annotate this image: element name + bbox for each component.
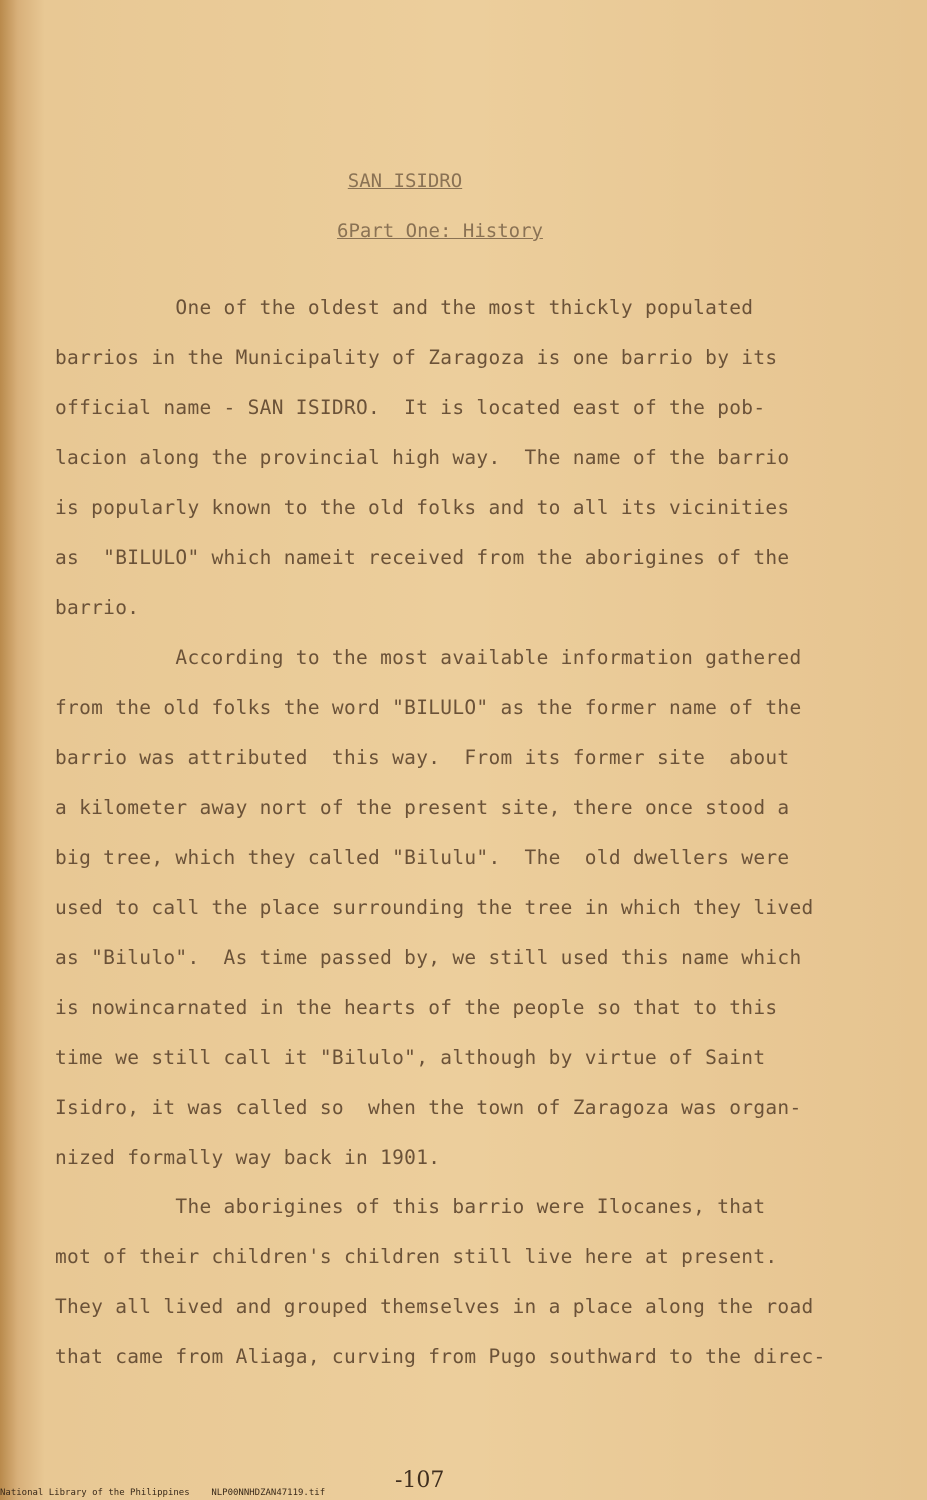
body-line: from the old folks the word "BILULO" as the former name of the bbox=[55, 696, 802, 719]
body-line: They all lived and grouped themselves in a place along the road bbox=[55, 1295, 814, 1318]
body-line: According to the most available information gathered bbox=[55, 646, 802, 669]
source-footer: National Library of the Philippines NLP00NNHDZAN47119.tif bbox=[0, 1488, 326, 1498]
body-line: used to call the place surrounding the tree in which they lived bbox=[55, 896, 814, 919]
body-line: Isidro, it was called so when the town of Zaragoza was organ- bbox=[55, 1096, 802, 1119]
body-line: is nowincarnated in the hearts of the people so that to this bbox=[55, 996, 778, 1019]
body-line: barrio. bbox=[55, 596, 140, 619]
page-number: -107 bbox=[395, 1468, 445, 1493]
body-line: One of the oldest and the most thickly populated bbox=[55, 296, 754, 319]
document-title: SAN ISIDRO bbox=[347, 170, 463, 192]
body-line: official name - SAN ISIDRO. It is located east of the pob- bbox=[55, 396, 766, 419]
body-line: The aborigines of this barrio were Ilocanes, that bbox=[55, 1195, 766, 1218]
body-line: lacion along the provincial high way. The name of the barrio bbox=[55, 446, 790, 469]
body-line: mot of their children's children still live here at present. bbox=[55, 1245, 778, 1268]
body-line: as "Bilulo". As time passed by, we still used this name which bbox=[55, 946, 802, 969]
body-line: barrio was attributed this way. From its former site about bbox=[55, 746, 790, 769]
body-line: is popularly known to the old folks and to all its vicinities bbox=[55, 496, 790, 519]
body-line: barrios in the Municipality of Zaragoza is one barrio by its bbox=[55, 346, 778, 369]
body-line: time we still call it "Bilulo", although by virtue of Saint bbox=[55, 1046, 766, 1069]
body-line: nized formally way back in 1901. bbox=[55, 1146, 441, 1169]
body-line: that came from Aliaga, curving from Pugo southward to the direc- bbox=[55, 1345, 826, 1368]
body-line: big tree, which they called "Bilulu". The old dwellers were bbox=[55, 846, 790, 869]
body-line: a kilometer away nort of the present site, there once stood a bbox=[55, 796, 790, 819]
body-line: as "BILULO" which nameit received from the aborigines of the bbox=[55, 546, 790, 569]
section-heading: 6Part One: History bbox=[337, 220, 543, 242]
